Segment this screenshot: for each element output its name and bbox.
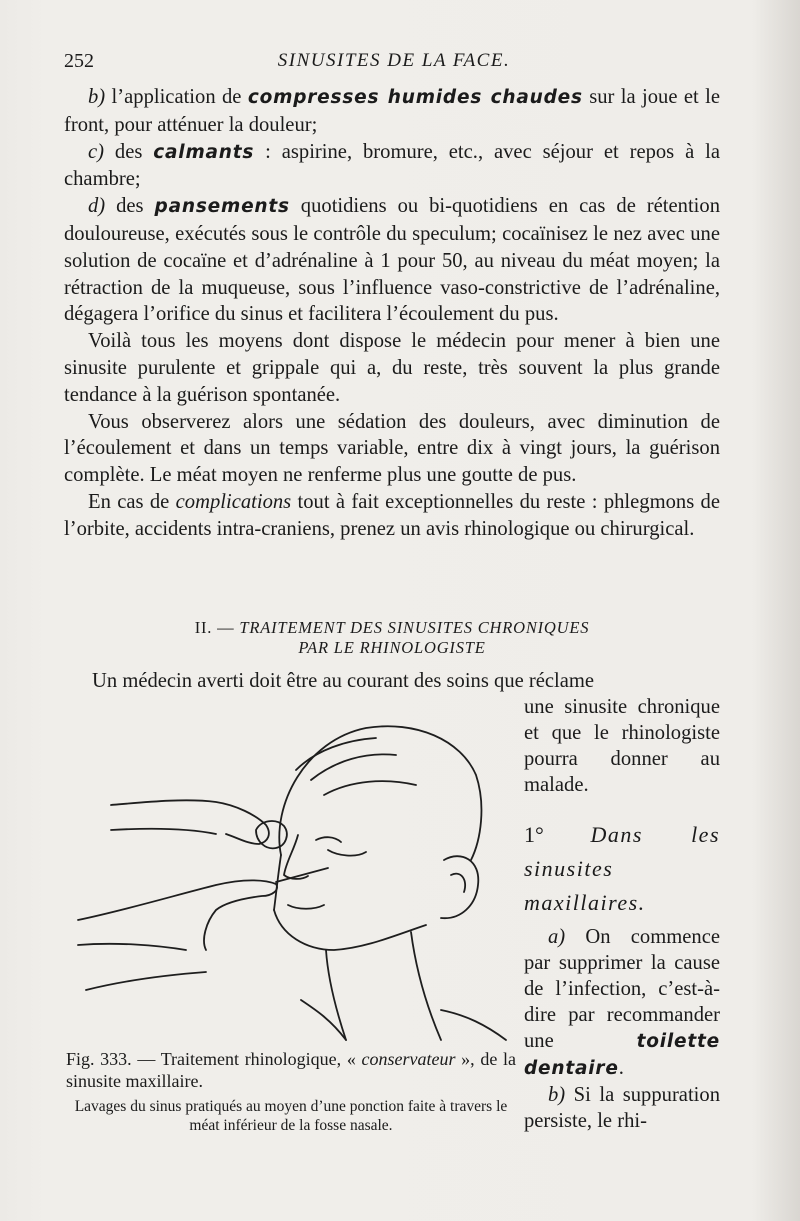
emphasis-compresses: compresses humides chaudes [247,87,583,108]
item-label-b2: b) [548,1084,566,1106]
paragraph-c [64,139,720,194]
mouth [288,905,324,909]
eye-right [328,850,366,856]
paragraph-d-text1: des [105,195,155,218]
paragraph-b [64,84,720,139]
paragraph-d [64,193,720,328]
paragraph-b-text2: sur la joue et le front, pour atténuer la douleur; [64,86,720,136]
upper-arm [111,829,216,834]
item-label-c: c) [88,140,104,163]
jaw [274,910,426,950]
paragraph-en-cas-text2: tout à fait exceptionnelles du reste : phlegmons de l’orbite, accidents intra-craniens, prenez un avis rhinologique ou chirurgical. [64,490,720,540]
figure-illustration [66,710,516,1045]
item-a-end: . [618,1057,624,1079]
eye-left [316,837,341,842]
running-title: SINUSITES DE LA FACE. [277,50,511,71]
page-number: 252 [64,50,94,72]
paragraph-c-text2: : aspirine, bromure, etc., avec séjour et repos à la chambre; [64,140,720,191]
section-line1: TRAITEMENT DES SINUSITES CHRONIQUES [234,618,590,637]
paragraph-en-cas-text1: En cas de [88,490,176,513]
paragraph-voila: Voilà tous les moyens dont dispose le médecin pour mener à bien une sinusite purulente et grippale qui a, du reste, très souvent la plus grande tendance à la guérison spontanée. [64,330,720,406]
item-label-a: a) [548,926,566,948]
subheading-text: Dans les sinusites maxillaires. [524,822,721,915]
paragraph-b-text1: l’application de [105,86,248,108]
figure-caption-detail: Lavages du sinus pratiqués au moyen d’une ponction faite à travers le méat inférieur de la fosse nasale. [74,1098,508,1134]
caption-a: Fig. 333. — Traitement rhinologique, « [66,1049,362,1069]
lower-hand [78,880,277,950]
item-a [524,924,720,1082]
page-header [64,46,724,78]
ear [441,856,478,918]
section-line2: PAR LE RHINOLOGISTE [298,638,486,657]
section-roman: II. — [194,618,235,637]
item-label-b: b) [88,86,106,108]
item-a-text: On commence par supprimer la cause de l’infection, c’est-à-dire par recommander une [524,926,720,1052]
paragraph-c-text1: des [104,140,154,163]
ear-inner [451,874,465,892]
emphasis-pansements: pansements [154,196,290,218]
upper-hand [111,800,269,844]
subheading-maxillaires [524,818,720,920]
emphasis-toilette: toilette dentaire [524,1031,720,1079]
paragraph-d-text2: quotidiens ou bi-quotidiens en cas de rétention douloureuse, exécutés sous le contrôle du speculum; cocaïnisez le nez avec une solution de cocaïne et d’adrénaline à 1 pour 50, au niveau du méat moyen; la rétraction de la muqueuse, sous l’influence vaso-constrictive de l’adrénaline, dégagera l’orifice du sinus et facilitera l’écoulement du pus. [64,195,721,326]
figure-caption [66,1048,516,1092]
emphasis-calmants: calmants [153,141,255,163]
nose [284,835,308,879]
paragraph-vous: Vous observerez alors une sédation des douleurs, avec diminution de l’écoulement et dans un temps variable, entre dix à vingt jours, la guérison complète. Le méat moyen ne renferme plus une goutte de pus. [64,410,720,487]
neck [326,932,441,1040]
item-b2-text: Si la suppuration persiste, le rhi- [524,1084,720,1132]
caption-b: », de la sinusite maxillaire. [66,1049,516,1091]
hair-strands [296,738,416,795]
paragraph-en-cas [64,489,720,543]
right-column [524,694,720,1134]
item-label-d: d) [88,195,106,218]
caption-em: conservateur [361,1049,456,1069]
emphasis-complications: complications [175,490,292,513]
lower-arm [78,944,206,990]
lead-line: Un médecin averti doit être au courant des soins que réclame [92,670,595,692]
body-text [64,84,720,543]
item-b2 [524,1082,720,1134]
right-column-continuation: une sinusite chronique et que le rhinologiste pourra donner au malade. [524,696,720,796]
section-title [64,618,720,658]
subheading-number: 1° [524,822,544,847]
collar [301,1000,506,1040]
head-outline [279,726,481,860]
